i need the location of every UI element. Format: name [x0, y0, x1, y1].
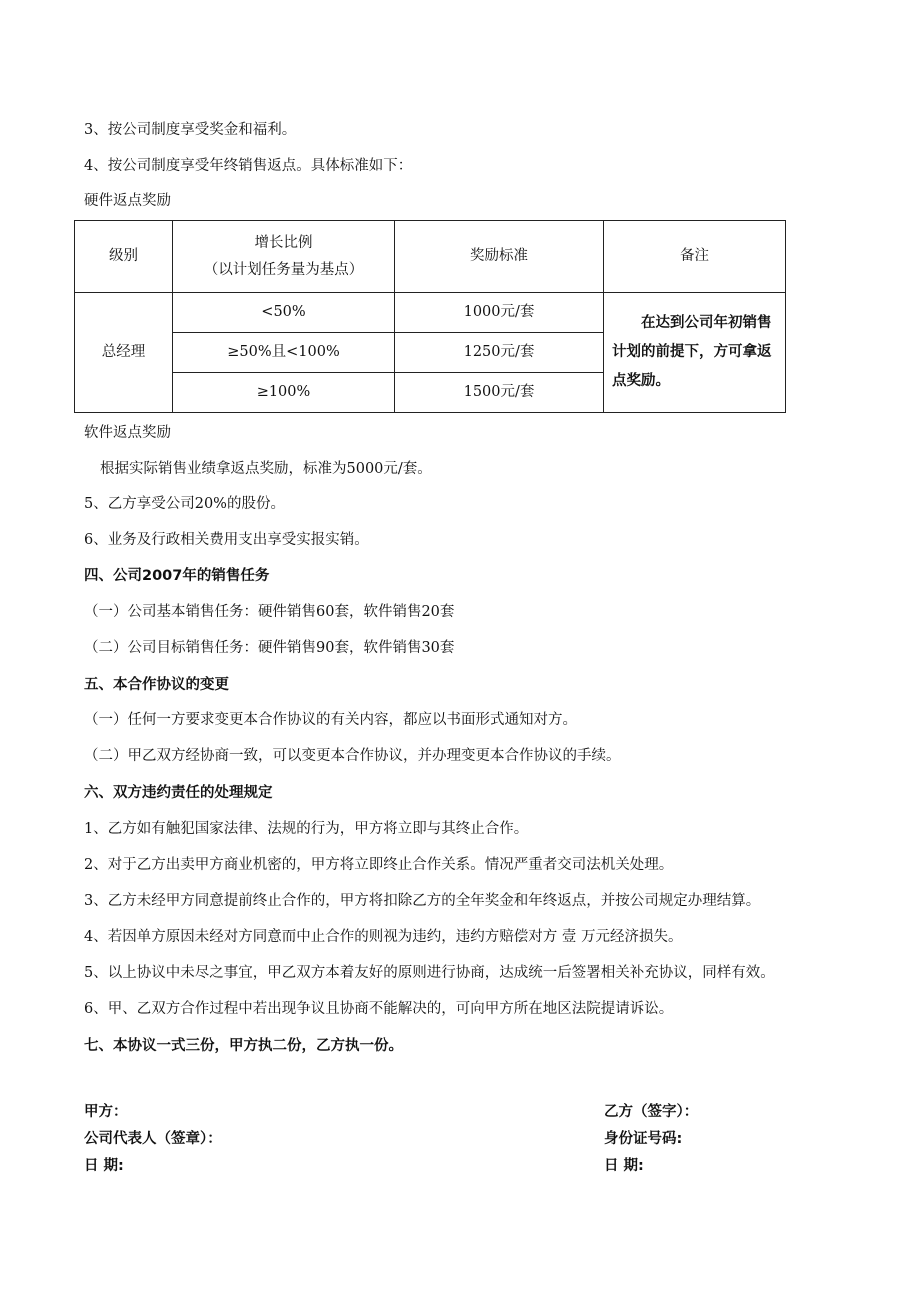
header-note: 备注	[604, 221, 786, 293]
section-4-item-2: （二）公司目标销售任务：硬件销售90套，软件销售30套	[84, 640, 455, 656]
section-6-item-3: 3、乙方未经甲方同意提前终止合作的，甲方将扣除乙方的全年奖金和年终返点，并按公司规定办理结算。	[84, 893, 761, 909]
section-4-title: 四、公司2007年的销售任务	[84, 568, 270, 584]
header-growth-line2: （以计划任务量为基点）	[203, 261, 364, 278]
reward-cell: 1500元/套	[395, 373, 604, 413]
reward-cell: 1250元/套	[395, 333, 604, 373]
table-row	[75, 293, 786, 333]
hardware-rebate-table	[74, 220, 786, 413]
party-a-rep-label: 公司代表人（签章）：	[84, 1131, 222, 1147]
note-cell	[604, 293, 786, 413]
party-b-date-label: 日 期:	[604, 1158, 644, 1174]
header-growth-line1: 增长比例	[254, 234, 313, 251]
section-6-title: 六、双方违约责任的处理规定	[84, 785, 273, 801]
software-rebate-title: 软件返点奖励	[84, 425, 171, 441]
section-6-item-5: 5、以上协议中未尽之事宜，甲乙双方本着友好的原则进行协商，达成统一后签署相关补充协议，同样有效。	[84, 965, 775, 981]
growth-cell: <50%	[173, 293, 395, 333]
party-a-label: 甲方：	[84, 1104, 128, 1120]
clause-3: 3、按公司制度享受奖金和福利。	[84, 122, 297, 138]
party-a-date-label: 日 期:	[84, 1158, 124, 1174]
reward-cell: 1000元/套	[395, 293, 604, 333]
party-b-id-label: 身份证号码:	[604, 1131, 683, 1147]
table-header-row	[75, 221, 786, 293]
hardware-rebate-title: 硬件返点奖励	[84, 193, 171, 209]
software-rebate-text: 根据实际销售业绩拿返点奖励，标准为5000元/套。	[100, 461, 432, 477]
clause-4: 4、按公司制度享受年终销售返点。具体标准如下：	[84, 158, 413, 174]
section-6-item-4: 4、若因单方原因未经对方同意而中止合作的则视为违约，违约方赔偿对方 壹 万元经济损失。	[84, 929, 683, 945]
section-5-item-2: （二）甲乙双方经协商一致，可以变更本合作协议，并办理变更本合作协议的手续。	[84, 748, 621, 764]
level-cell: 总经理	[75, 293, 173, 413]
note-text: 在达到公司年初销售计划的前提下，方可拿返点奖励。	[612, 315, 772, 389]
section-4-item-1: （一）公司基本销售任务：硬件销售60套，软件销售20套	[84, 604, 455, 620]
section-7-title: 七、本协议一式三份，甲方执二份，乙方执一份。	[84, 1038, 403, 1054]
section-6-item-6: 6、甲、乙双方合作过程中若出现争议且协商不能解决的，可向甲方所在地区法院提请诉讼。	[84, 1001, 674, 1017]
section-6-item-2: 2、对于乙方出卖甲方商业机密的，甲方将立即终止合作关系。情况严重者交司法机关处理。	[84, 857, 674, 873]
party-b-label: 乙方（签字）：	[604, 1104, 699, 1120]
header-level: 级别	[75, 221, 173, 293]
growth-cell: ≥50%且<100%	[173, 333, 395, 373]
clause-6: 6、业务及行政相关费用支出享受实报实销。	[84, 532, 369, 548]
section-5-item-1: （一）任何一方要求变更本合作协议的有关内容，都应以书面形式通知对方。	[84, 712, 577, 728]
growth-cell: ≥100%	[173, 373, 395, 413]
header-growth	[173, 221, 395, 293]
header-reward: 奖励标准	[395, 221, 604, 293]
section-5-title: 五、本合作协议的变更	[84, 677, 229, 693]
section-6-item-1: 1、乙方如有触犯国家法律、法规的行为，甲方将立即与其终止合作。	[84, 821, 529, 837]
clause-5: 5、乙方享受公司20%的股份。	[84, 496, 285, 512]
